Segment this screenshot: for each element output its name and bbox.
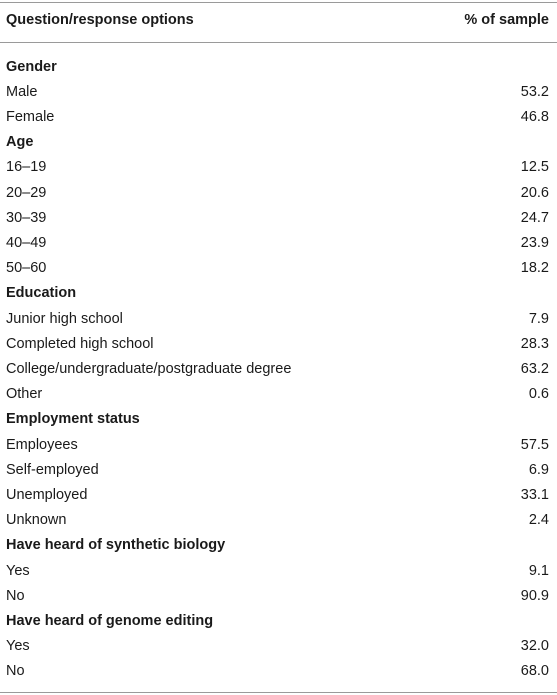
table-row	[0, 382, 557, 407]
row-value: 0.6	[528, 386, 549, 403]
row-value: 12.5	[520, 159, 549, 176]
row-label: No	[6, 663, 25, 680]
table-row	[0, 155, 557, 180]
table-row	[0, 457, 557, 482]
row-label: 30–39	[6, 209, 47, 226]
table-row	[0, 331, 557, 356]
row-label: Completed high school	[6, 335, 154, 352]
row-value: 68.0	[520, 663, 549, 680]
section-title: Have heard of synthetic biology	[6, 537, 226, 554]
section-title: Age	[6, 134, 34, 151]
row-value: 28.3	[520, 335, 549, 352]
row-label: Self-employed	[6, 461, 99, 478]
row-label: Other	[6, 386, 43, 403]
table-row	[0, 432, 557, 457]
row-label: Male	[6, 83, 38, 100]
table-row	[0, 205, 557, 230]
table-row	[0, 180, 557, 205]
table-row	[0, 583, 557, 608]
table-top-rule	[0, 2, 557, 3]
row-label: 20–29	[6, 184, 47, 201]
row-value: 57.5	[520, 436, 549, 453]
table-row	[0, 356, 557, 381]
row-label: Female	[6, 108, 55, 125]
section-header-row	[0, 130, 557, 155]
section-title: Education	[6, 285, 77, 302]
header-question-label: Question/response options	[6, 11, 194, 28]
table-row	[0, 79, 557, 104]
header-percent-label: % of sample	[464, 11, 549, 28]
table-row	[0, 659, 557, 684]
table-header-rule	[0, 42, 557, 43]
section-header-row	[0, 281, 557, 306]
row-label: 40–49	[6, 234, 47, 251]
row-value: 18.2	[520, 260, 549, 277]
table-row	[0, 558, 557, 583]
row-value: 32.0	[520, 638, 549, 655]
table-row	[0, 230, 557, 255]
row-label: Unemployed	[6, 486, 88, 503]
row-value: 24.7	[520, 209, 549, 226]
row-label: No	[6, 587, 25, 604]
table-header-row	[0, 7, 557, 32]
row-label: Yes	[6, 562, 30, 579]
row-value: 9.1	[528, 562, 549, 579]
row-value: 63.2	[520, 360, 549, 377]
row-label: College/undergraduate/postgraduate degree	[6, 360, 292, 377]
row-value: 90.9	[520, 587, 549, 604]
row-label: Yes	[6, 638, 30, 655]
row-value: 2.4	[528, 512, 549, 529]
table-row	[0, 104, 557, 129]
row-value: 33.1	[520, 486, 549, 503]
row-value: 46.8	[520, 108, 549, 125]
section-header-row	[0, 54, 557, 79]
row-label: Unknown	[6, 512, 67, 529]
section-header-row	[0, 533, 557, 558]
table-bottom-rule	[0, 692, 557, 693]
row-value: 6.9	[528, 461, 549, 478]
section-header-row	[0, 407, 557, 432]
section-title: Gender	[6, 58, 57, 75]
table-row	[0, 256, 557, 281]
row-label: 16–19	[6, 159, 47, 176]
table-row	[0, 306, 557, 331]
row-label: Junior high school	[6, 310, 123, 327]
row-label: 50–60	[6, 260, 47, 277]
section-header-row	[0, 608, 557, 633]
row-value: 53.2	[520, 83, 549, 100]
row-value: 20.6	[520, 184, 549, 201]
section-title: Have heard of genome editing	[6, 612, 214, 629]
section-title: Employment status	[6, 411, 140, 428]
row-value: 23.9	[520, 234, 549, 251]
row-label: Employees	[6, 436, 78, 453]
table-row	[0, 634, 557, 659]
table-row	[0, 508, 557, 533]
table-row	[0, 482, 557, 507]
row-value: 7.9	[528, 310, 549, 327]
